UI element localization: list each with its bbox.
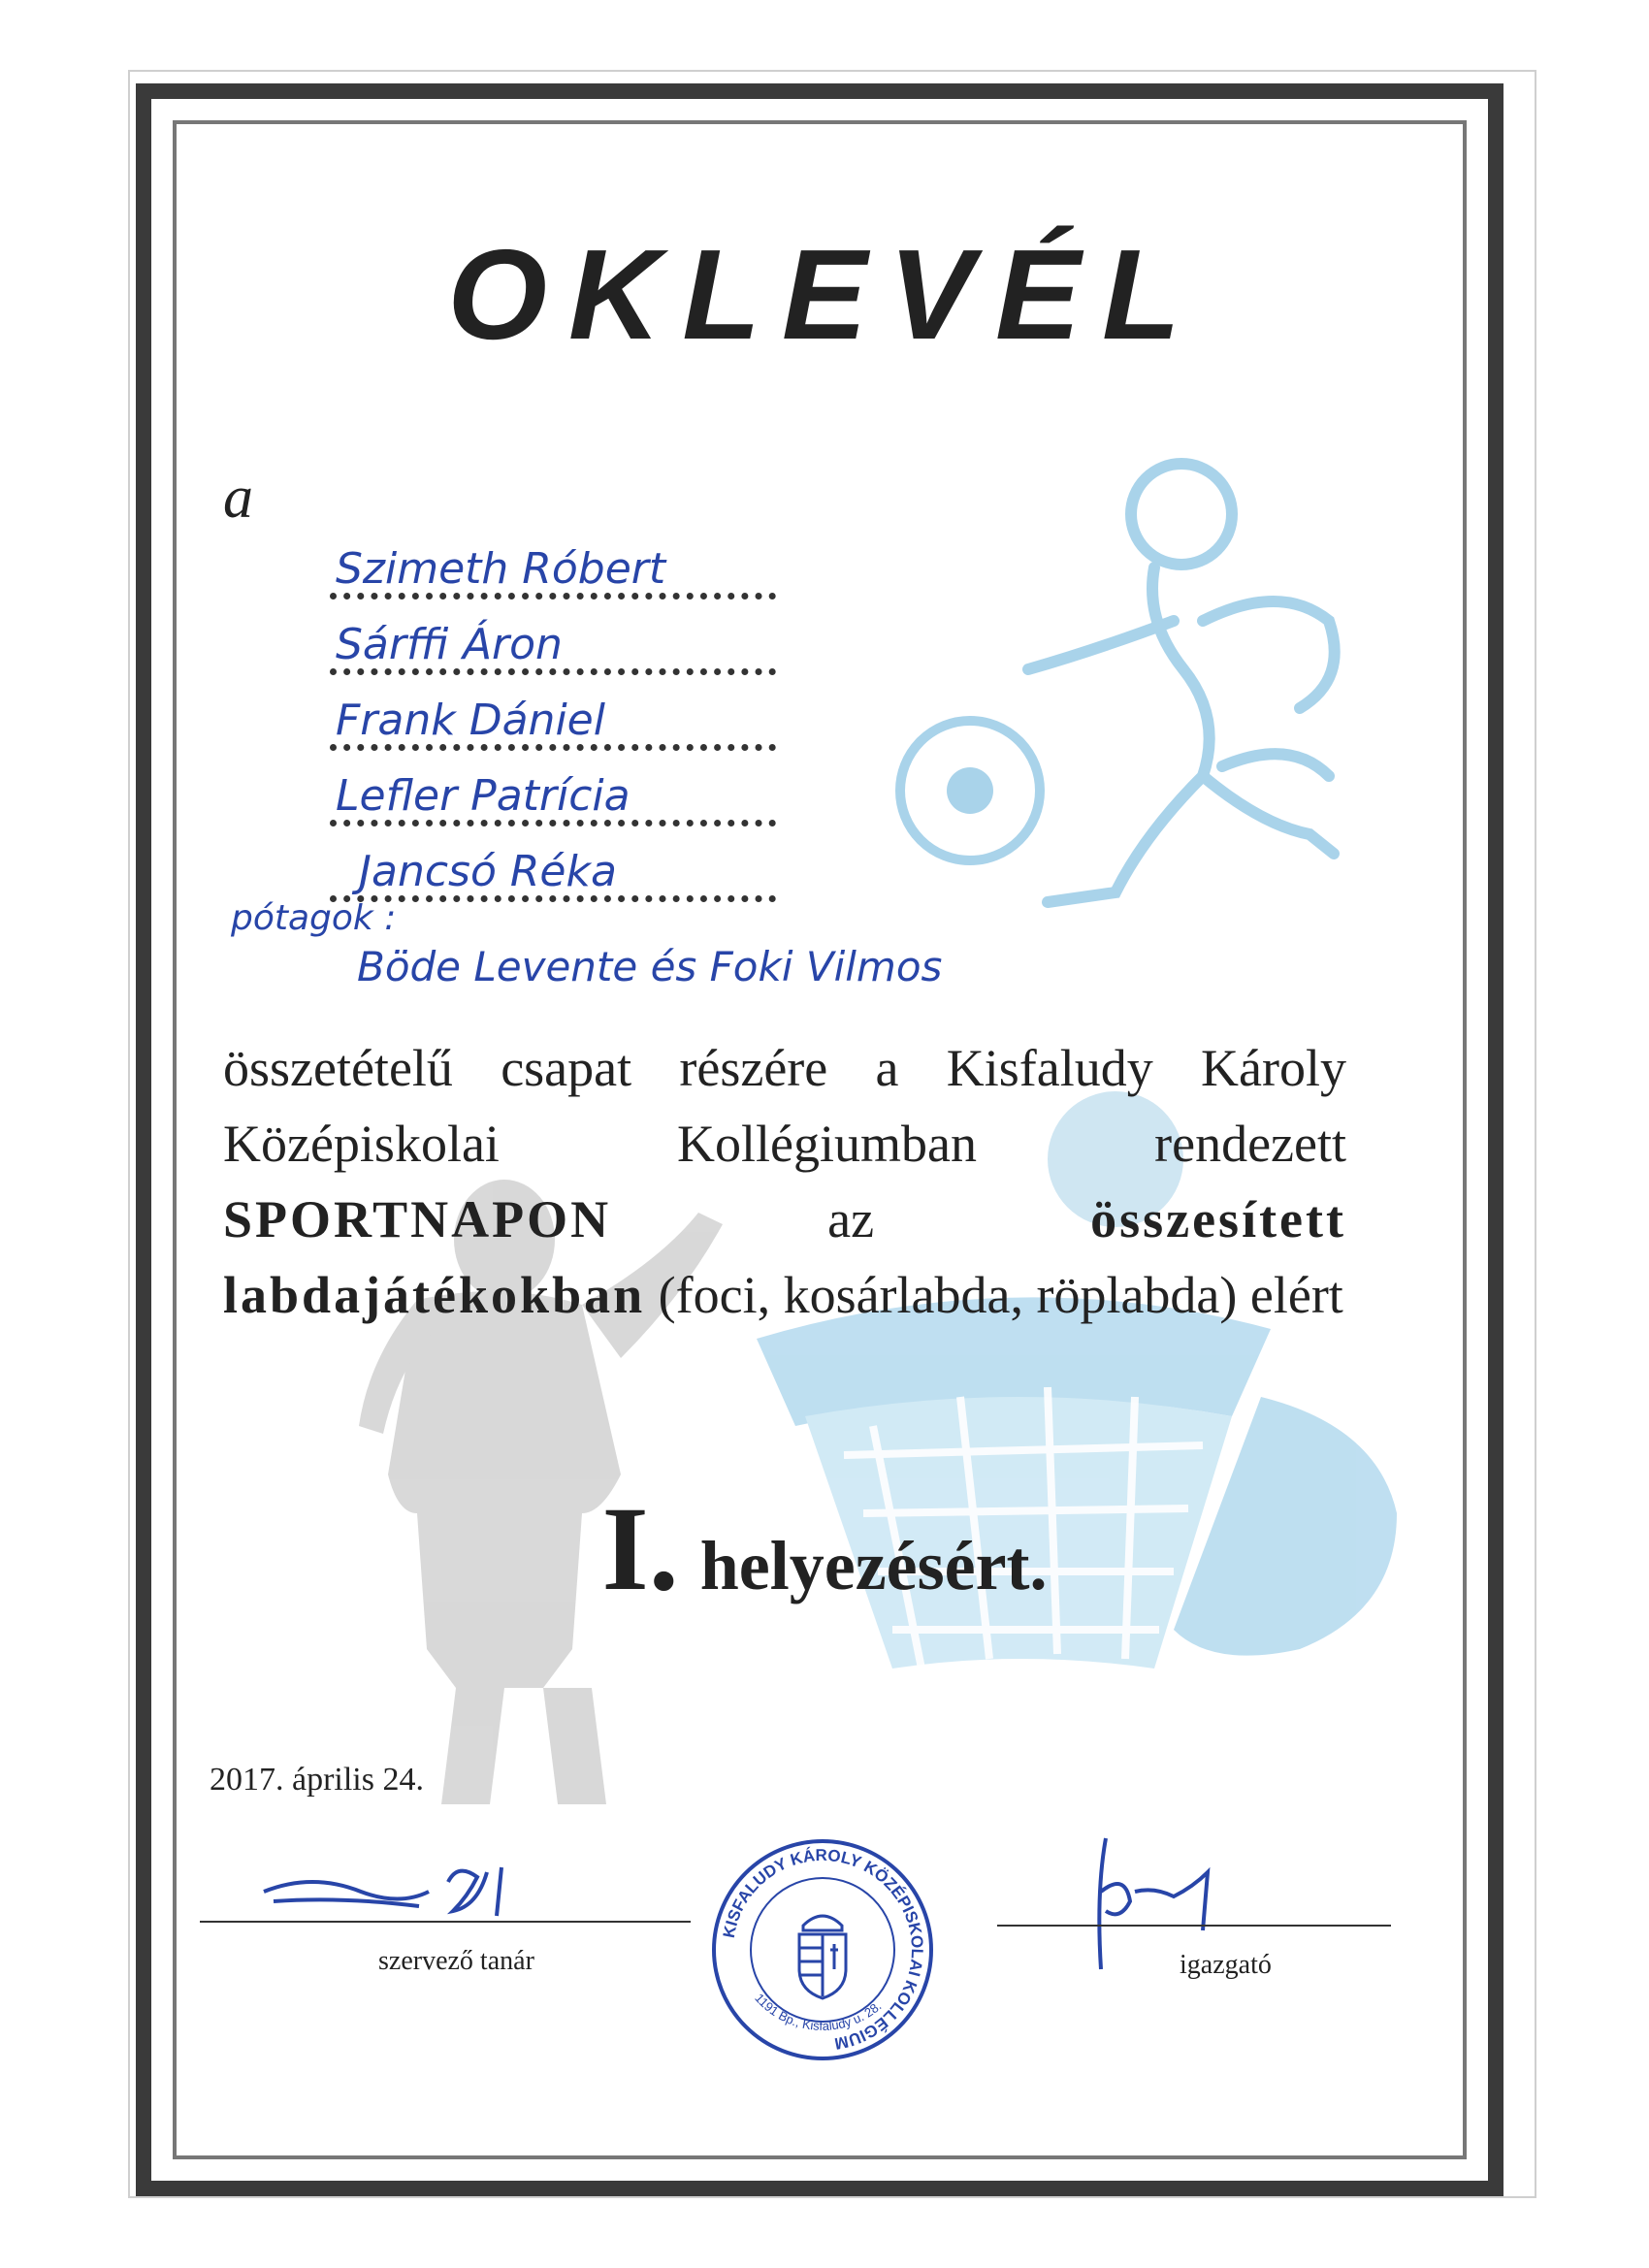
team-member-row	[330, 683, 776, 759]
coat-of-arms-icon	[799, 1916, 846, 1998]
signature-left-label: szervező tanár	[378, 1946, 534, 1976]
team-member-name: Lefler Patrícia	[336, 771, 630, 821]
signature-right-label: igazgató	[1180, 1950, 1272, 1980]
team-member-list	[330, 532, 776, 910]
signature-left-scribble	[254, 1853, 526, 1930]
certificate-title: OKLEVÉL	[447, 223, 1202, 366]
team-member-name: Frank Dániel	[336, 696, 605, 745]
stamp-address: 1191 Bp., Kisfaludy u. 28.	[752, 1991, 885, 2033]
dotted-line	[330, 744, 776, 751]
team-member-row	[330, 759, 776, 834]
team-member-row	[330, 532, 776, 607]
official-stamp	[706, 1833, 939, 2066]
placement-number-dot: .	[648, 1482, 679, 1615]
signature-left-line	[200, 1921, 691, 1923]
stamp-text: KISFALUDY KÁROLY KÖZÉPISKOLAI KOLLÉGIUM	[719, 1845, 927, 2054]
team-member-row	[330, 834, 776, 910]
body-text-part: az	[827, 1190, 875, 1248]
dotted-line	[330, 593, 776, 599]
placement-number: I	[601, 1482, 649, 1615]
body-bold-sportnap: SPORTNAPON	[223, 1190, 612, 1248]
body-bold-ball-games: összesített labdajátékokban	[223, 1190, 1346, 1324]
placement-end-dot: .	[1029, 1527, 1048, 1604]
body-text-part: összetételű csapat részére a Kisfaludy Károly Középiskolai Kollégiumban rendezett	[223, 1039, 1346, 1173]
team-member-name: Jancsó Réka	[359, 847, 617, 896]
placement-line	[0, 1480, 1649, 1618]
dotted-line	[330, 668, 776, 675]
team-member-name: Sárffi Áron	[336, 620, 563, 669]
team-member-name: Szimeth Róbert	[336, 544, 666, 594]
dotted-line	[330, 820, 776, 826]
body-text-part: (foci, kosárlabda, röplabda) elért	[658, 1266, 1343, 1324]
substitutes-label: pótagok :	[231, 898, 397, 938]
placement-word: helyezésért	[699, 1527, 1030, 1604]
signature-right-line	[997, 1925, 1391, 1927]
lead-article: a	[223, 465, 253, 531]
dotted-line	[330, 895, 776, 902]
certificate-body-text	[223, 1030, 1346, 1333]
issue-date: 2017. április 24.	[210, 1762, 424, 1798]
substitutes-names: Böde Levente és Foki Vilmos	[357, 943, 943, 990]
team-member-row	[330, 607, 776, 683]
